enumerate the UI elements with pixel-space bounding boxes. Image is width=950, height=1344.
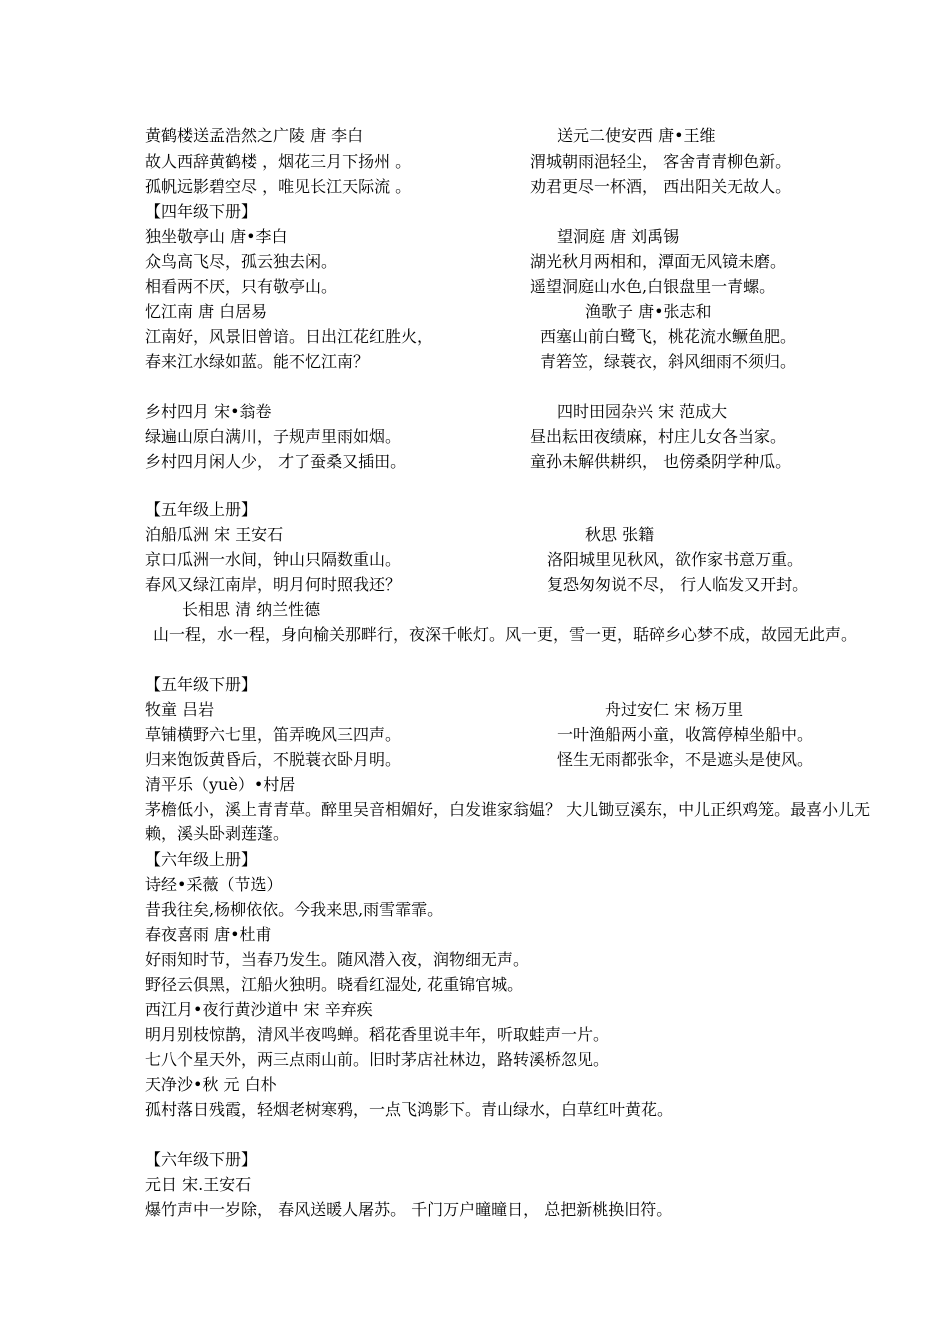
poem-title: 春夜喜雨 唐•杜甫 — [145, 925, 272, 944]
poem-title: 秋思 张籍 — [585, 525, 655, 544]
poem-title: 渔歌子 唐•张志和 — [585, 302, 712, 321]
poem-line: 归来饱饭黄昏后，不脱蓑衣卧月明。 — [145, 750, 402, 769]
poem-line: 爆竹声中一岁除， 春风送暖人屠苏。 千门万户曈曈日， 总把新桃换旧符。 — [145, 1200, 673, 1219]
poem-title: 舟过安仁 宋 杨万里 — [605, 700, 744, 719]
poem-title: 天净沙•秋 元 白朴 — [145, 1075, 277, 1094]
poem-title: 诗经•采薇（节选） — [145, 875, 283, 894]
poem-line: 遥望洞庭山水色,白银盘里一青螺。 — [530, 277, 776, 296]
section-heading: 【五年级上册】 — [145, 500, 258, 519]
poem-line: 复恐匆匆说不尽， 行人临发又开封。 — [547, 575, 809, 594]
poem-line: 青箬笠，绿蓑衣，斜风细雨不须归。 — [540, 352, 797, 371]
poem-title: 送元二使安西 唐•王维 — [557, 126, 716, 145]
section-heading: 【五年级下册】 — [145, 675, 258, 694]
poem-line: 相看两不厌，只有敬亭山。 — [145, 277, 338, 296]
poem-line: 绿遍山原白满川，子规声里雨如烟。 — [145, 427, 402, 446]
poem-line: 众鸟高飞尽，孤云独去闲。 — [145, 252, 338, 271]
poem-line: 劝君更尽一杯酒， 西出阳关无故人。 — [530, 177, 792, 196]
poem-line: 怪生无雨都张伞，不是遮头是使风。 — [557, 750, 814, 769]
poem-line: 明月别枝惊鹊，清风半夜鸣蝉。稻花香里说丰年，听取蛙声一片。 — [145, 1025, 610, 1044]
poem-line: 童孙未解供耕织， 也傍桑阴学种瓜。 — [530, 452, 792, 471]
poem-line: 京口瓜洲一水间，钟山只隔数重山。 — [145, 550, 402, 569]
section-heading: 【六年级上册】 — [145, 850, 258, 869]
poem-line: 孤村落日残霞，轻烟老树寒鸦，一点飞鸿影下。青山绿水，白草红叶黄花。 — [145, 1100, 674, 1119]
poem-line: 渭城朝雨浥轻尘， 客舍青青柳色新。 — [530, 152, 792, 171]
section-heading: 【六年级下册】 — [145, 1150, 258, 1169]
poem-line: 乡村四月闲人少， 才了蚕桑又插田。 — [145, 452, 407, 471]
poem-line: 洛阳城里见秋风，欲作家书意万重。 — [547, 550, 804, 569]
poem-title: 黄鹤楼送孟浩然之广陵 唐 李白 — [145, 126, 364, 145]
poem-line: 野径云俱黑，江船火独明。晓看红湿处, 花重锦官城。 — [145, 975, 524, 994]
poem-line: 一叶渔船两小童，收篙停棹坐船中。 — [557, 725, 814, 744]
section-heading: 【四年级下册】 — [145, 202, 258, 221]
poem-line: 西塞山前白鹭飞，桃花流水鳜鱼肥。 — [540, 327, 797, 346]
poem-title: 清平乐（yuè）•村居 — [145, 775, 296, 794]
poem-line: 春来江水绿如蓝。能不忆江南？ — [145, 352, 370, 371]
poem-title: 长相思 清 纳兰性德 — [182, 600, 321, 619]
poem-text: 山一程，水一程，身向榆关那畔行，夜深千帐灯。风一更，雪一更，聒碎乡心梦不成，故园无此声。 — [153, 625, 858, 644]
poem-line: 昔我往矣,杨柳依依。今我来思,雨雪霏霏。 — [145, 900, 444, 919]
poem-line: 孤帆远影碧空尽 ，唯见长江天际流 。 — [145, 177, 412, 196]
poem-title: 元日 宋.王安石 — [145, 1175, 252, 1194]
poem-title: 西江月•夜行黄沙道中 宋 辛弃疾 — [145, 1000, 373, 1019]
poem-title: 四时田园杂兴 宋 范成大 — [557, 402, 728, 421]
poem-title: 独坐敬亭山 唐•李白 — [145, 227, 288, 246]
poem-line: 湖光秋月两相和，潭面无风镜未磨。 — [530, 252, 787, 271]
poem-line: 昼出耘田夜绩麻，村庄儿女各当家。 — [530, 427, 787, 446]
poem-title: 泊船瓜洲 宋 王安石 — [145, 525, 284, 544]
poem-line: 春风又绿江南岸，明月何时照我还？ — [145, 575, 402, 594]
poem-line: 江南好，风景旧曾谙。日出江花红胜火， — [145, 327, 434, 346]
poem-title: 忆江南 唐 白居易 — [145, 302, 268, 321]
poem-title: 牧童 吕岩 — [145, 700, 215, 719]
poem-line: 故人西辞黄鹤楼 ，烟花三月下扬州 。 — [145, 152, 412, 171]
poem-line: 七八个星天外，两三点雨山前。旧时茅店社林边，路转溪桥忽见。 — [145, 1050, 610, 1069]
poem-line: 草铺横野六七里，笛弄晚风三四声。 — [145, 725, 402, 744]
poem-title: 望洞庭 唐 刘禹锡 — [557, 227, 680, 246]
poem-title: 乡村四月 宋•翁卷 — [145, 402, 272, 421]
poem-text: 茅檐低小，溪上青青草。醉里吴音相媚好，白发谁家翁媪？ 大儿锄豆溪东，中儿正织鸡笼。最喜小儿无赖，溪头卧剥莲蓬。 — [145, 800, 871, 843]
poem-line: 好雨知时节，当春乃发生。随风潜入夜，润物细无声。 — [145, 950, 530, 969]
